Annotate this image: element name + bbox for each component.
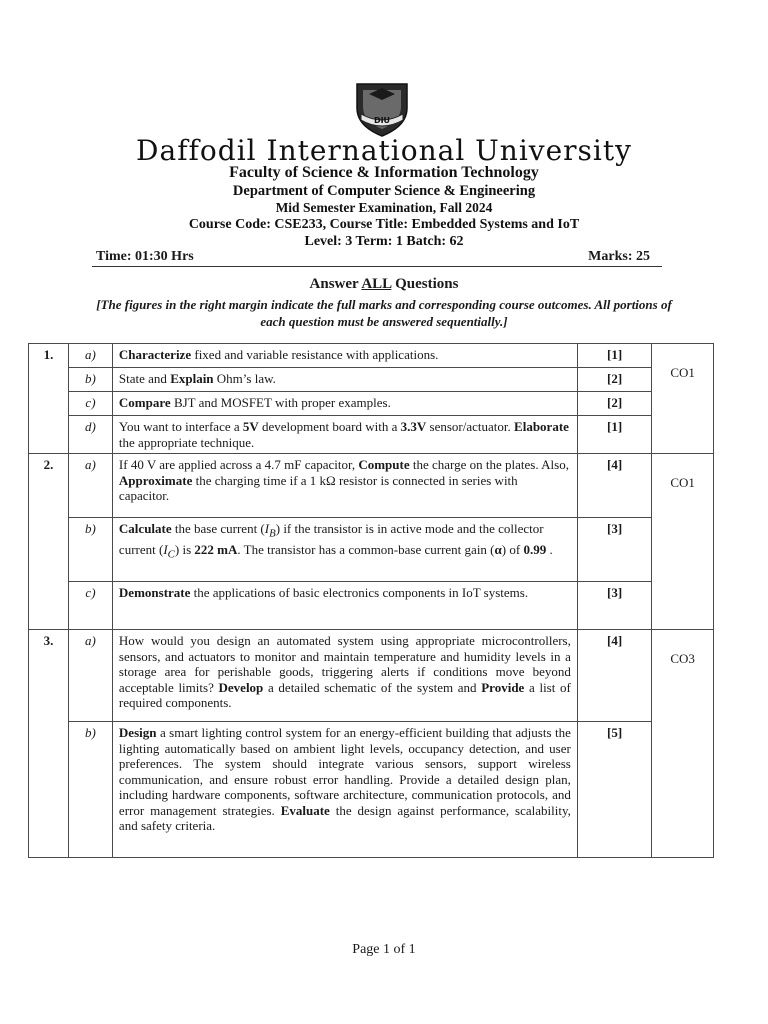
question-number: 2. xyxy=(29,454,69,630)
question-row xyxy=(29,630,714,722)
exam-time: Time: 01:30 Hrs xyxy=(96,249,194,264)
question-text: Characterize fixed and variable resistance with applications. xyxy=(112,344,577,368)
university-name: Daffodil International University xyxy=(136,134,632,167)
question-row xyxy=(29,582,714,630)
part-label: b) xyxy=(69,368,113,392)
course-outcome-label: CO3 xyxy=(670,651,695,666)
instructions-note: [The figures in the right margin indicate the full marks and corresponding course outcomes. All portions of each question must be answered sequentially.] xyxy=(96,297,672,329)
question-marks: [2] xyxy=(577,392,651,416)
question-marks: [1] xyxy=(577,344,651,368)
course-info: Course Code: CSE233, Course Title: Embedded Systems and IoT xyxy=(188,217,580,232)
part-label: a) xyxy=(69,454,113,518)
question-number: 3. xyxy=(29,630,69,858)
question-marks: [5] xyxy=(577,722,651,858)
part-label: c) xyxy=(69,392,113,416)
answer-all-heading: Answer ALL Questions xyxy=(309,276,459,292)
question-marks: [4] xyxy=(577,454,651,518)
question-row xyxy=(29,454,714,518)
part-label: a) xyxy=(69,630,113,722)
part-label: a) xyxy=(69,344,113,368)
faculty-name: Faculty of Science & Information Technology xyxy=(229,164,539,181)
logo-lettering: DIU xyxy=(373,116,391,125)
course-outcome xyxy=(652,630,714,858)
question-row xyxy=(29,722,714,858)
question-text: If 40 V are applied across a 4.7 mF capacitor, Compute the charge on the plates. Also, Approximate the charging time if a 1 kΩ resistor is connected in series with capacitor. xyxy=(112,454,577,518)
question-row xyxy=(29,368,714,392)
question-row xyxy=(29,416,714,454)
course-outcome xyxy=(652,454,714,630)
question-marks: [4] xyxy=(577,630,651,722)
questions-table xyxy=(28,343,714,858)
exam-marks: Marks: 25 xyxy=(588,249,650,264)
department-name: Department of Computer Science & Engineering xyxy=(232,183,536,199)
course-outcome-label: CO1 xyxy=(670,365,695,380)
question-row xyxy=(29,392,714,416)
question-row xyxy=(29,344,714,368)
question-text: State and Explain Ohm’s law. xyxy=(112,368,577,392)
course-outcome-label: CO1 xyxy=(670,475,695,490)
question-text: How would you design an automated system using appropriate microcontrollers, sensors, and actuators to monitor and maintain temperature and humidity levels in a storage area for perishable goods, triggering alerts if conditions move beyond acceptable limits? Develop a detailed schematic of the system and Provide a list of required components. xyxy=(112,630,577,722)
question-number: 1. xyxy=(29,344,69,454)
question-marks: [3] xyxy=(577,582,651,630)
question-marks: [3] xyxy=(577,518,651,582)
part-label: d) xyxy=(69,416,113,454)
exam-title: Mid Semester Examination, Fall 2024 xyxy=(275,200,493,215)
header-divider xyxy=(92,266,662,267)
university-crest-logo xyxy=(349,74,415,140)
part-label: b) xyxy=(69,722,113,858)
page-number: Page 1 of 1 xyxy=(352,942,416,957)
question-row xyxy=(29,518,714,582)
part-label: c) xyxy=(69,582,113,630)
question-text: Design a smart lighting control system for an energy-efficient building that adjusts the lighting automatically based on ambient light levels, occupancy detection, and user preferences. The system should integrate various sensors, support wireless communication, and ensure robust error handling. Provide a detailed design plan, including hardware components, software architecture, communication protocols, and error management strategies. Evaluate the design against performance, scalability, and safety criteria. xyxy=(112,722,577,858)
question-marks: [1] xyxy=(577,416,651,454)
question-text: Calculate the base current $(I_B)$ if the transistor is in active mode and the collector current $(I_C)$ is 222 mA. The transistor has a common-base current gain (α) of 0.99 . xyxy=(112,518,577,582)
question-text: Compare BJT and MOSFET with proper examples. xyxy=(112,392,577,416)
question-text: You want to interface a 5V development board with a 3.3V sensor/actuator. Elaborate the appropriate technique. xyxy=(112,416,577,454)
course-outcome xyxy=(652,344,714,454)
question-text: Demonstrate the applications of basic electronics components in IoT systems. xyxy=(112,582,577,630)
part-label: b) xyxy=(69,518,113,582)
question-marks: [2] xyxy=(577,368,651,392)
level-term-batch: Level: 3 Term: 1 Batch: 62 xyxy=(304,234,464,249)
